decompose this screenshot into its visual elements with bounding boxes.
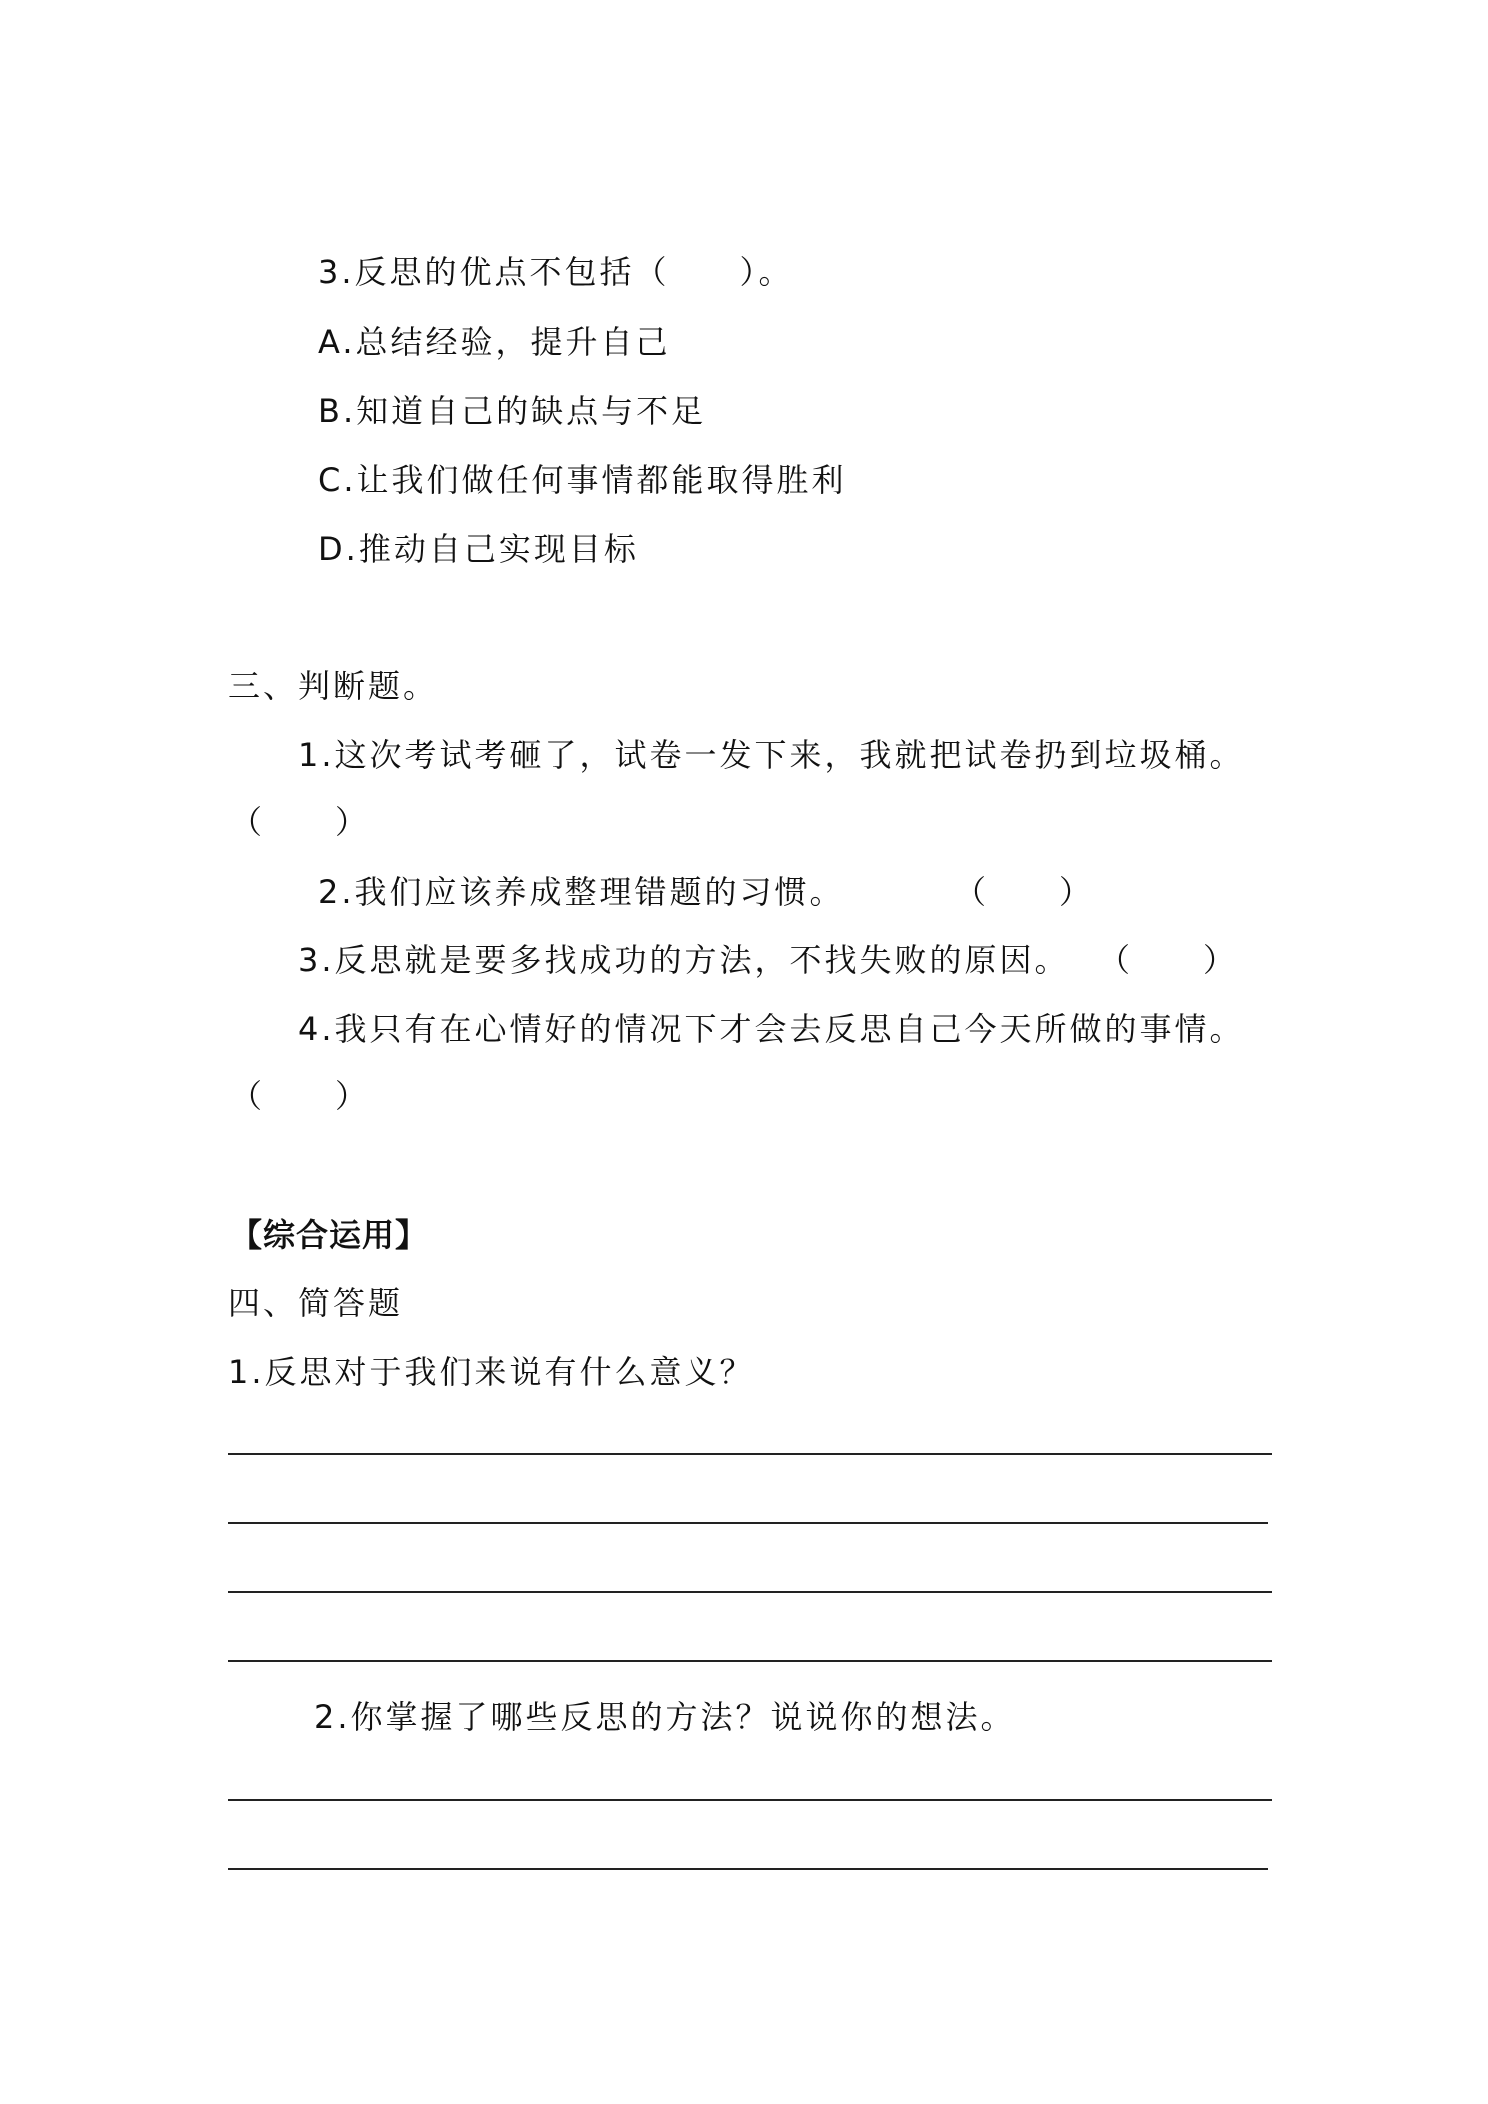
mc-option-a: A.总结经验，提升自己 <box>318 323 671 361</box>
judgment-item-1-paren: （ ） <box>230 803 371 841</box>
short-answer-heading: 四、简答题 <box>228 1284 404 1322</box>
mc-option-c: C.让我们做任何事情都能取得胜利 <box>318 461 847 499</box>
application-section-title: 【综合运用】 <box>230 1216 429 1254</box>
short-answer-question-1: 1.反思对于我们来说有什么意义？ <box>228 1353 755 1391</box>
judgment-item-2-paren: （ ） <box>954 873 1095 911</box>
answer-line <box>228 1522 1268 1524</box>
judgment-item-1-text: 1.这次考试考砸了，试卷一发下来，我就把试卷扔到垃圾桶。 <box>298 736 1245 774</box>
judgment-item-3-paren: （ ） <box>1098 941 1239 979</box>
mc-option-b: B.知道自己的缺点与不足 <box>318 392 707 430</box>
judgment-item-3-text: 3.反思就是要多找成功的方法，不找失败的原因。 <box>298 941 1070 979</box>
judgment-item-4-paren: （ ） <box>230 1077 371 1115</box>
judgment-item-2-text: 2.我们应该养成整理错题的习惯。 <box>318 873 845 911</box>
answer-line <box>228 1868 1268 1870</box>
judgment-heading: 三、判断题。 <box>228 667 439 705</box>
answer-line <box>228 1591 1272 1593</box>
mc-option-d: D.推动自己实现目标 <box>318 530 639 568</box>
judgment-item-4-text: 4.我只有在心情好的情况下才会去反思自己今天所做的事情。 <box>298 1010 1245 1048</box>
answer-line <box>228 1660 1272 1662</box>
answer-line <box>228 1799 1272 1801</box>
short-answer-question-2: 2.你掌握了哪些反思的方法？说说你的想法。 <box>314 1698 1016 1736</box>
answer-line <box>228 1453 1272 1455</box>
mc-question-3: 3.反思的优点不包括（ ）。 <box>318 253 794 291</box>
